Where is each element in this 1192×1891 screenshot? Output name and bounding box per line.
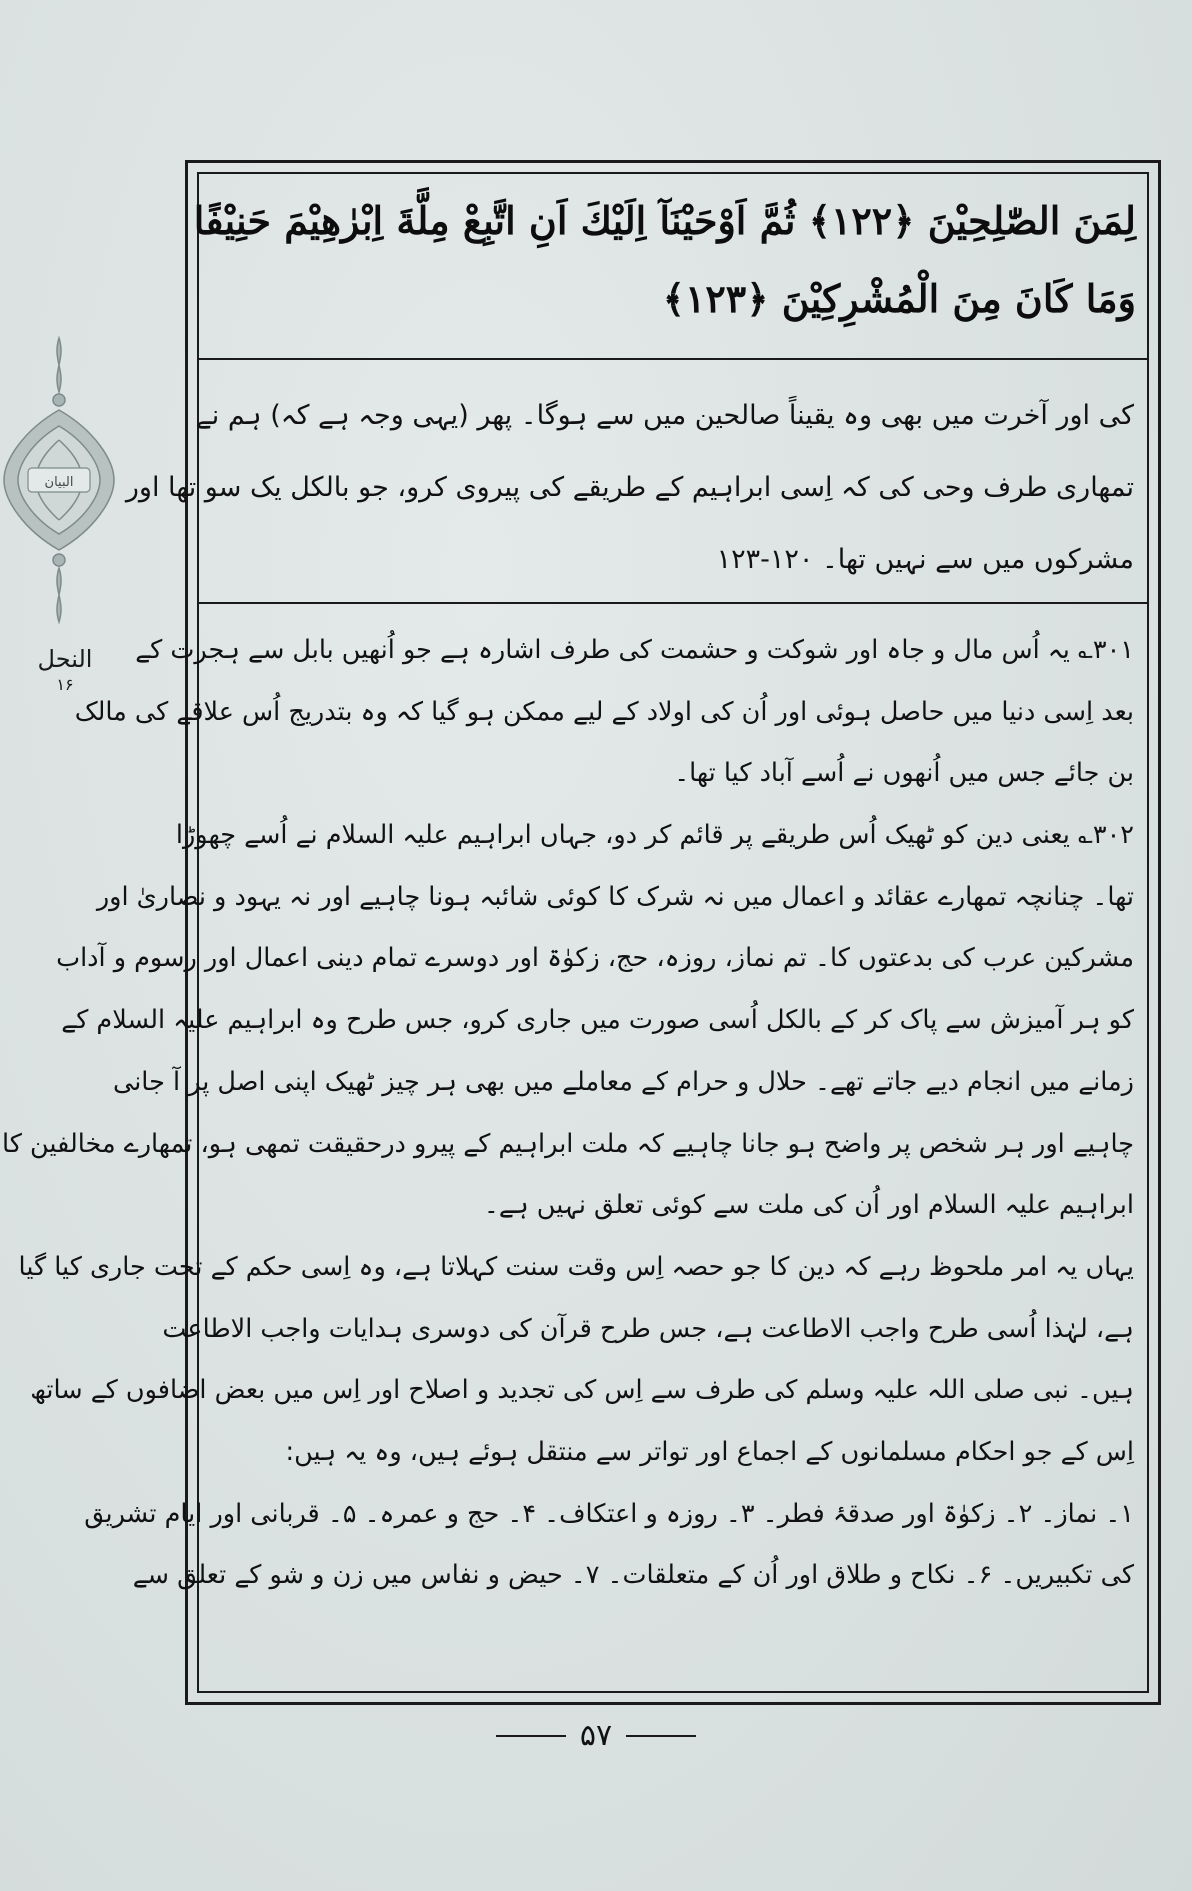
page-footer xyxy=(0,1718,1192,1753)
arabic-verse-line: وَمَا كَانَ مِنَ الْمُشْرِكِيْنَ ﴿۱۲۳﴾ xyxy=(662,276,1136,321)
note-line: یہاں یہ امر ملحوظ رہے کہ دین کا جو حصہ اِس وقت سنت کہلاتا ہے، وہ اِسی حکم کے تحت جاری کیا گیا xyxy=(18,1251,1134,1282)
arabic-verse-line: لِمَنَ الصّٰلِحِيْنَ ﴿۱۲۲﴾ ثُمَّ اَوْحَيْنَآ اِلَيْكَ اَنِ اتَّبِعْ مِلَّةَ اِبْرٰهِيْمَ حَنِيْفًا xyxy=(193,198,1136,243)
note-line: تھا۔ چنانچہ تمھارے عقائد و اعمال میں نہ شرک کا کوئی شائبہ ہونا چاہیے اور نہ یہود و نصاریٰ اور xyxy=(96,881,1134,912)
translation-line: مشرکوں میں سے نہیں تھا۔ ۱۲۰-۱۲۳ xyxy=(716,544,1134,575)
translation-line: تمھاری طرف وحی کی کہ اِسی ابراہیم کے طریقے کی پیروی کرو، جو بالکل یک سو تھا اور xyxy=(125,472,1134,503)
page-number: ۵۷ xyxy=(579,1718,613,1753)
note-line: چاہیے اور ہر شخص پر واضح ہو جانا چاہیے کہ ملت ابراہیم کے پیرو درحقیقت تمھی ہو، تمھارے مخالفین کا xyxy=(2,1128,1134,1159)
footer-dash-right xyxy=(626,1735,696,1737)
arabic-verse-block xyxy=(193,182,1136,352)
note-line: بعد اِسی دنیا میں حاصل ہوئی اور اُن کی اولاد کے لیے ممکن ہو گیا کہ وہ بتدریج اُس علاقے کی مالک xyxy=(74,696,1134,727)
note-line: مشرکین عرب کی بدعتوں کا۔ تم نماز، روزہ، حج، زکوٰۃ اور دوسرے تمام دینی اعمال اور رسوم و آداب xyxy=(56,943,1134,974)
note-line: ابراہیم علیہ السلام اور اُن کی ملت سے کوئی تعلق نہیں ہے۔ xyxy=(483,1190,1134,1221)
note-line: ۳۰۱؎ یہ اُس مال و جاہ اور شوکت و حشمت کی طرف اشارہ ہے جو اُنھیں بابل سے ہجرت کے xyxy=(135,635,1134,665)
note-line: کو ہر آمیزش سے پاک کر کے بالکل اُسی صورت میں جاری کرو، جس طرح وہ ابراہیم علیہ السلام کے xyxy=(61,1005,1134,1036)
surah-name: النحل xyxy=(37,645,93,673)
note-line: بن جائے جس میں اُنھوں نے اُسے آباد کیا تھا۔ xyxy=(674,758,1134,789)
divider-rule xyxy=(197,602,1149,604)
divider-rule xyxy=(197,358,1149,360)
translation-block xyxy=(125,380,1134,596)
note-line: زمانے میں انجام دیے جاتے تھے۔ حلال و حرام کے معاملے میں بھی ہر چیز ٹھیک اپنی اصل پر آ جانی xyxy=(112,1066,1134,1097)
surah-number: ۱۶ xyxy=(56,675,74,694)
note-line: ہے، لہٰذا اُسی طرح واجب الاطاعت ہے، جس طرح قرآن کی دوسری ہدایات واجب الاطاعت xyxy=(162,1313,1134,1344)
note-line: اِس کے جو احکام مسلمانوں کے اجماع اور تواتر سے منتقل ہوئے ہیں، وہ یہ ہیں: xyxy=(285,1436,1134,1467)
note-line: کی تکبیریں۔ ۶۔ نکاح و طلاق اور اُن کے متعلقات۔ ۷۔ حیض و نفاس میں زن و شو کے تعلق سے xyxy=(132,1560,1134,1591)
ornament-title: البیان xyxy=(44,475,74,490)
footer-dash-left xyxy=(496,1735,566,1737)
translation-line: کی اور آخرت میں بھی وہ یقیناً صالحین میں سے ہوگا۔ پھر (یہی وجہ ہے کہ) ہم نے xyxy=(195,400,1134,431)
note-line: ہیں۔ نبی صلی اللہ علیہ وسلم کی طرف سے اِس کی تجدید و اصلاح اور اِس میں بعض اضافوں کے ساتھ xyxy=(30,1375,1134,1406)
note-line: ۳۰۲؎ یعنی دین کو ٹھیک اُس طریقے پر قائم کر دو، جہاں ابراہیم علیہ السلام نے اُسے چھوڑا xyxy=(175,820,1134,851)
medallion-ornament-icon xyxy=(2,330,117,630)
note-line: ۱۔ نماز۔ ۲۔ زکوٰۃ اور صدقۂ فطر۔ ۳۔ روزہ و اعتکاف۔ ۴۔ حج و عمرہ۔ ۵۔ قربانی اور ایام تشریق xyxy=(84,1498,1134,1529)
